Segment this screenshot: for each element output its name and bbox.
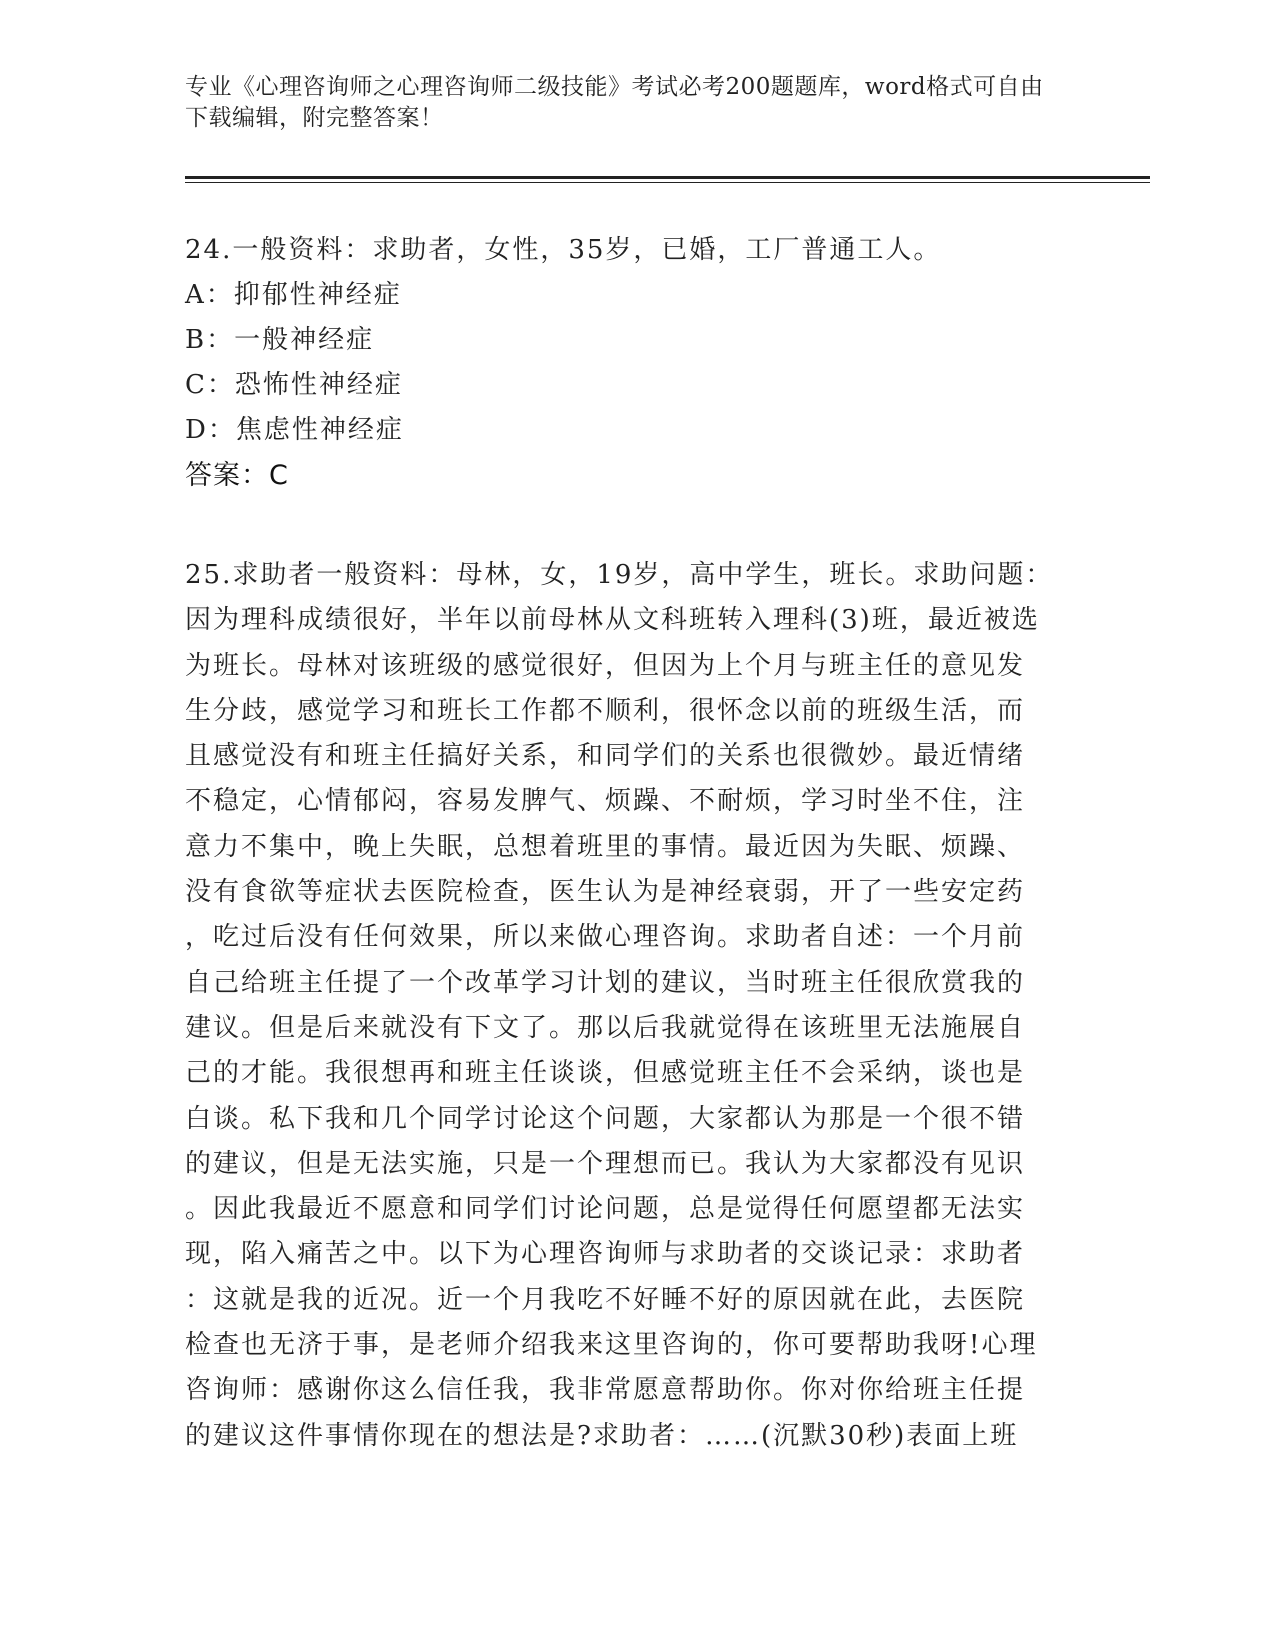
question-stem-line: 现，陷入痛苦之中。以下为心理咨询师与求助者的交谈记录：求助者 [185, 1239, 1026, 1270]
header-text: 专业《心理咨询师之心理咨询师二级技能》考试必考200题题库，word格式可自由下载编辑，附完整答案！ [185, 74, 1044, 131]
question-stem-line: 己的才能。我很想再和班主任谈谈，但感觉班主任不会采纳，谈也是 [185, 1058, 1026, 1089]
option-a: A：抑郁性神经症 [185, 280, 402, 310]
question-stem-line: 生分歧，感觉学习和班长工作都不顺利，很怀念以前的班级生活，而 [185, 695, 1026, 726]
header-divider-thick [185, 176, 1150, 179]
question-stem-line: 白谈。私下我和几个同学讨论这个问题，大家都认为那是一个很不错 [185, 1103, 1026, 1134]
question-stem-line: 意力不集中，晚上失眠，总想着班里的事情。最近因为失眠、烦躁、 [185, 831, 1026, 862]
question-stem-line: 没有食欲等症状去医院检查，医生认为是神经衰弱，开了一些安定药 [185, 877, 1026, 908]
question-stem: 24.一般资料：求助者，女性，35岁，已婚，工厂普通工人。 [185, 235, 942, 265]
question-stem-line: 建议。但是后来就没有下文了。那以后我就觉得在该班里无法施展自 [185, 1012, 1026, 1043]
answer-label: 答案：C [185, 460, 289, 491]
question-stem-line: ：这就是我的近况。近一个月我吃不好睡不好的原因就在此，去医院 [185, 1284, 1026, 1315]
document-header [185, 72, 1065, 134]
question-stem-line: 自己给班主任提了一个改革学习计划的建议，当时班主任很欣赏我的 [185, 967, 1026, 998]
header-divider-thin [185, 182, 1150, 183]
question-stem-line: 。因此我最近不愿意和同学们讨论问题，总是觉得任何愿望都无法实 [185, 1194, 1026, 1225]
question-stem-line: 因为理科成绩很好，半年以前母林从文科班转入理科(3)班，最近被选 [185, 605, 1040, 636]
question-stem-line: 不稳定，心情郁闷，容易发脾气、烦躁、不耐烦，学习时坐不住，注 [185, 786, 1026, 817]
question-25 [185, 553, 1065, 1459]
question-stem-line: 的建议这件事情你现在的想法是?求助者：……(沉默30秒)表面上班 [185, 1420, 1019, 1451]
question-stem-line: 为班长。母林对该班级的感觉很好，但因为上个月与班主任的意见发 [185, 650, 1026, 681]
option-b: B：一般神经症 [185, 325, 375, 355]
question-stem-line: 25.求助者一般资料：母林，女，19岁，高中学生，班长。求助问题： [185, 560, 1054, 590]
option-d: D：焦虑性神经症 [185, 415, 404, 445]
question-stem-line: 检查也无济于事，是老师介绍我来这里咨询的，你可要帮助我呀!心理 [185, 1330, 1038, 1361]
question-24 [185, 228, 1065, 498]
option-c: C：恐怖性神经症 [185, 370, 403, 400]
question-stem-line: 的建议，但是无法实施，只是一个理想而已。我认为大家都没有见识 [185, 1148, 1026, 1179]
question-stem-line: ，吃过后没有任何效果，所以来做心理咨询。求助者自述：一个月前 [185, 922, 1026, 953]
question-stem-line: 且感觉没有和班主任搞好关系，和同学们的关系也很微妙。最近情绪 [185, 741, 1026, 772]
question-stem-line: 咨询师：感谢你这么信任我，我非常愿意帮助你。你对你给班主任提 [185, 1375, 1026, 1406]
